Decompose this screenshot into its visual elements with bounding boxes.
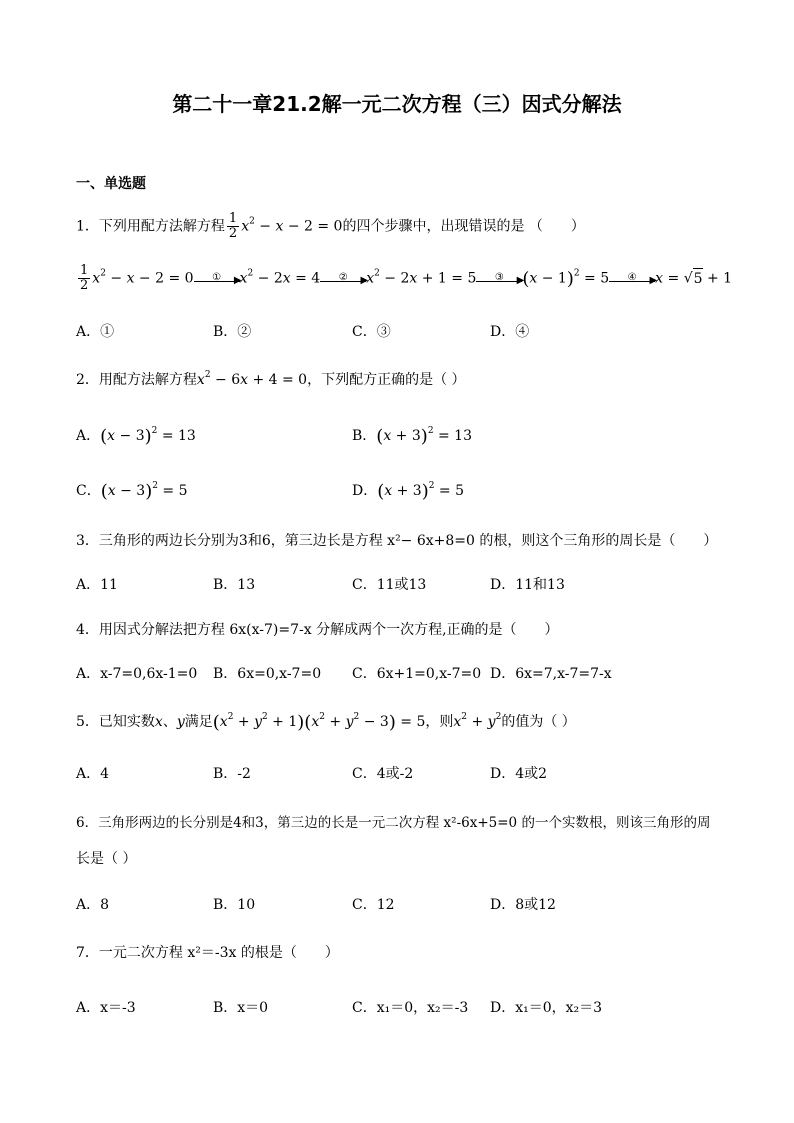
q7-option-b[interactable]: B．x＝0 <box>213 1000 269 1016</box>
question-5-stem: 5．已知实数x、y满足$(x^2 + y^2 + 1)(x^2 + y^2 - 3) = 5$，则$x^2 + y^2$的值为（ ） <box>76 712 576 733</box>
q4-option-b[interactable]: B．6x=0,x-7=0 <box>213 666 322 682</box>
question-4-stem: 4．用因式分解法把方程 6x(x-7)=7-x 分解成两个一次方程,正确的是（ ） <box>76 622 559 638</box>
q2-option-a[interactable]: A．$(x - 3)^2 = 13$ <box>76 426 196 447</box>
q7-option-c[interactable]: C．x₁＝0，x₂＝-3 <box>352 1000 469 1016</box>
q1-stem-pre: 1．下列用配方法解方程 <box>76 218 225 235</box>
question-3-stem: 3．三角形的两边长分别为3和6，第三边长是方程 x²− 6x+8=0 的根，则这个三角形的周长是（ ） <box>76 533 718 549</box>
q1-option-d[interactable]: D．④ <box>490 324 530 340</box>
page-title: 第二十一章21.2解一元二次方程（三）因式分解法 <box>172 92 622 116</box>
q6-option-d[interactable]: D．8或12 <box>490 897 556 913</box>
q2-option-d[interactable]: D．$(x + 3)^2 = 5$ <box>352 481 465 502</box>
q5-option-d[interactable]: D．4或2 <box>490 766 548 782</box>
q4-option-a[interactable]: A．x-7=0,6x-1=0 <box>76 666 198 682</box>
question-1-stem: 1．下列用配方法解方程 $\frac{1}{2}$ $x^2 - x - 2 = 0$的四个步骤中，出现错误的是 （ ） <box>76 211 585 241</box>
q2-option-c[interactable]: C．$(x - 3)^2 = 5$ <box>76 481 188 502</box>
q6-option-a[interactable]: A．8 <box>76 897 110 913</box>
q3-option-c[interactable]: C．11或13 <box>352 577 427 593</box>
q5-option-b[interactable]: B．-2 <box>213 766 251 782</box>
q4-option-d[interactable]: D．6x=7,x-7=7-x <box>490 666 612 682</box>
q3-option-b[interactable]: B．13 <box>213 577 256 593</box>
q7-option-a[interactable]: A．x＝-3 <box>76 1000 136 1016</box>
q7-option-d[interactable]: D．x₁＝0，x₂＝3 <box>490 1000 603 1016</box>
q3-option-a[interactable]: A．11 <box>76 577 118 593</box>
step-arrow: ③ ▶ <box>476 272 522 286</box>
q5-option-c[interactable]: C．4或-2 <box>352 766 414 782</box>
q5-option-a[interactable]: A．4 <box>76 766 110 782</box>
q1-option-c[interactable]: C．③ <box>352 324 391 340</box>
q4-option-c[interactable]: C．6x+1=0,x-7=0 <box>352 666 482 682</box>
q6-option-c[interactable]: C．12 <box>352 897 395 913</box>
q6-option-b[interactable]: B．10 <box>213 897 256 913</box>
step-arrow: ② ▶ <box>320 272 366 286</box>
q1-stem-post: 的四个步骤中，出现错误的是 （ ） <box>342 218 585 235</box>
question-1-steps: $\frac{1}{2}$ $x^2 - x - 2 = 0$ ① ▶ $x^2 - 2x = 4$ ② ▶ $x^2 - 2x + 1 = 5$ ③ ▶ $(x - 1)^2 = 5$ ④ ▶ x = √5 + 1 <box>80 263 733 293</box>
fraction-half: $\frac{1}{2}$ <box>228 211 238 241</box>
step-arrow: ① ▶ <box>194 272 240 286</box>
q3-option-d[interactable]: D．11和13 <box>490 577 565 593</box>
q1-option-b[interactable]: B．② <box>213 324 252 340</box>
q1-option-a[interactable]: A．① <box>76 324 115 340</box>
question-6-stem-line2: 长是（ ） <box>76 851 137 867</box>
step-arrow: ④ ▶ <box>609 272 655 286</box>
section-heading: 一、单选题 <box>76 176 146 192</box>
q2-option-b[interactable]: B．$(x + 3)^2 = 13$ <box>352 426 472 447</box>
question-2-stem: 2．用配方法解方程$x^2 - 6x + 4 = 0$，下列配方正确的是（ ） <box>76 370 466 388</box>
question-6-stem-line1: 6．三角形两边的长分别是4和3，第三边的长是一元二次方程 x²-6x+5=0 的一个实数根，则该三角形的周 <box>76 815 711 831</box>
question-7-stem: 7．一元二次方程 x²＝-3x 的根是（ ） <box>76 945 339 961</box>
